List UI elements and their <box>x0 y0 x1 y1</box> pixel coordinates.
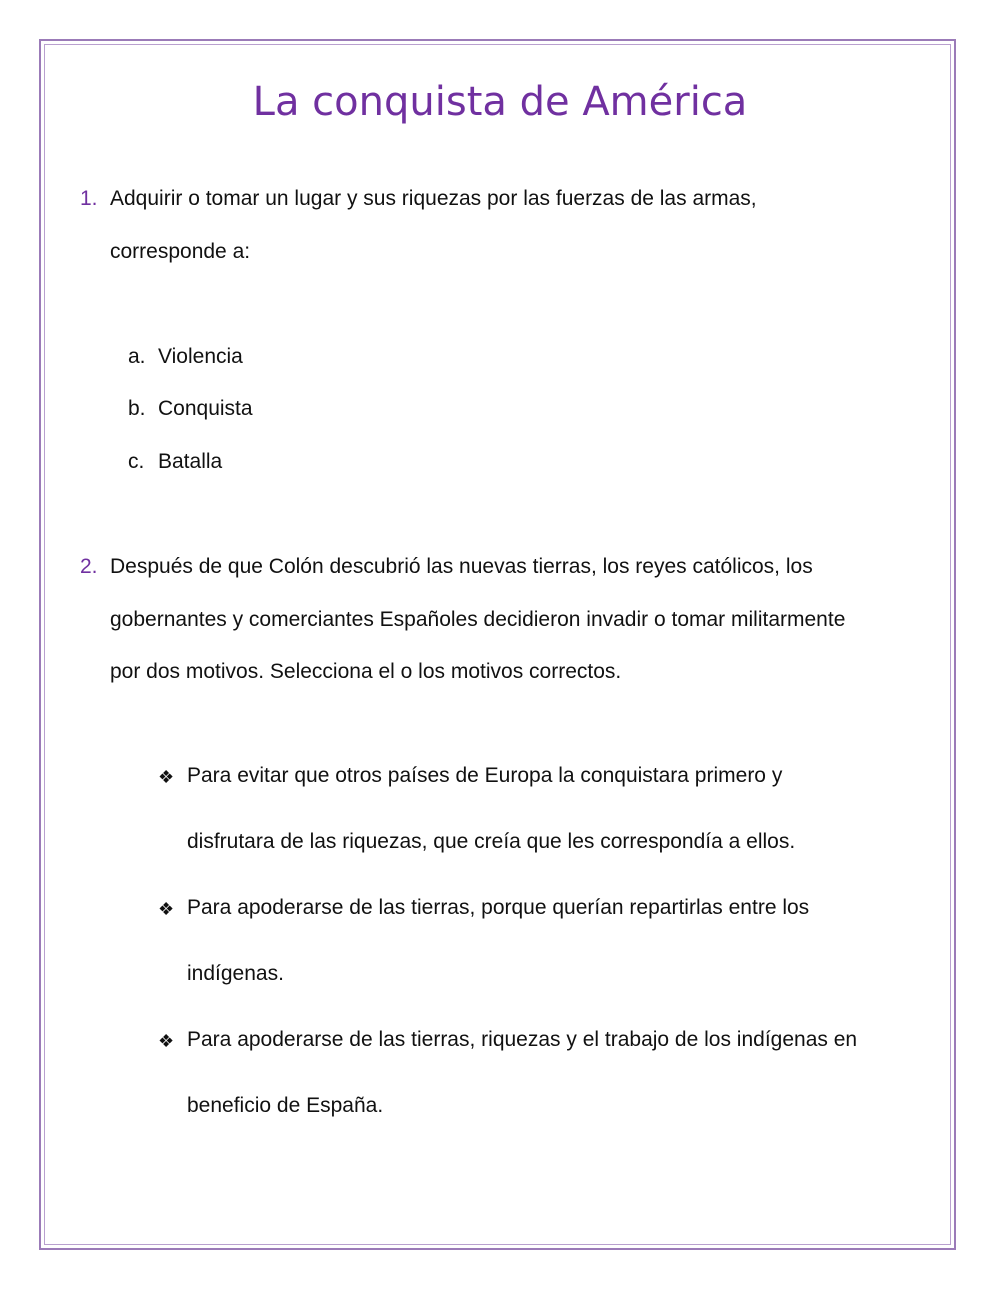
question-text-line: Adquirir o tomar un lugar y sus riquezas por las fuerzas de las armas, <box>110 187 757 210</box>
option-text: Violencia <box>158 345 243 368</box>
option-text-line: beneficio de España. <box>187 1094 384 1117</box>
question-text-line: corresponde a: <box>110 240 251 263</box>
option-text-line: disfrutara de las riquezas, que creía que les correspondía a ellos. <box>187 830 796 853</box>
option-text-line: indígenas. <box>187 962 284 985</box>
option-text-line: Para apoderarse de las tierras, porque querían repartirlas entre los <box>187 896 810 919</box>
page-border-inner <box>44 44 951 1245</box>
option-text-line: Para evitar que otros países de Europa la conquistara primero y <box>187 764 783 787</box>
question-text-line: gobernantes y comerciantes Españoles decidieron invadir o tomar militarmente <box>110 608 846 631</box>
option-text-line: Para apoderarse de las tierras, riquezas y el trabajo de los indígenas en <box>187 1028 858 1051</box>
diamond-bullet-icon: ❖ <box>158 767 175 787</box>
page-title: La conquista de América <box>252 79 748 125</box>
question-number: 1. <box>80 187 98 210</box>
option-letter: c. <box>128 450 145 473</box>
diamond-bullet-icon: ❖ <box>158 899 175 919</box>
option-text: Batalla <box>158 450 223 473</box>
diamond-bullet-icon: ❖ <box>158 1031 175 1051</box>
option-letter: a. <box>128 345 146 368</box>
question-text-line: por dos motivos. Selecciona el o los motivos correctos. <box>110 660 622 683</box>
question-number: 2. <box>80 555 98 578</box>
option-letter: b. <box>128 397 146 420</box>
question-text-line: Después de que Colón descubrió las nuevas tierras, los reyes católicos, los <box>110 555 813 578</box>
option-text: Conquista <box>158 397 253 420</box>
